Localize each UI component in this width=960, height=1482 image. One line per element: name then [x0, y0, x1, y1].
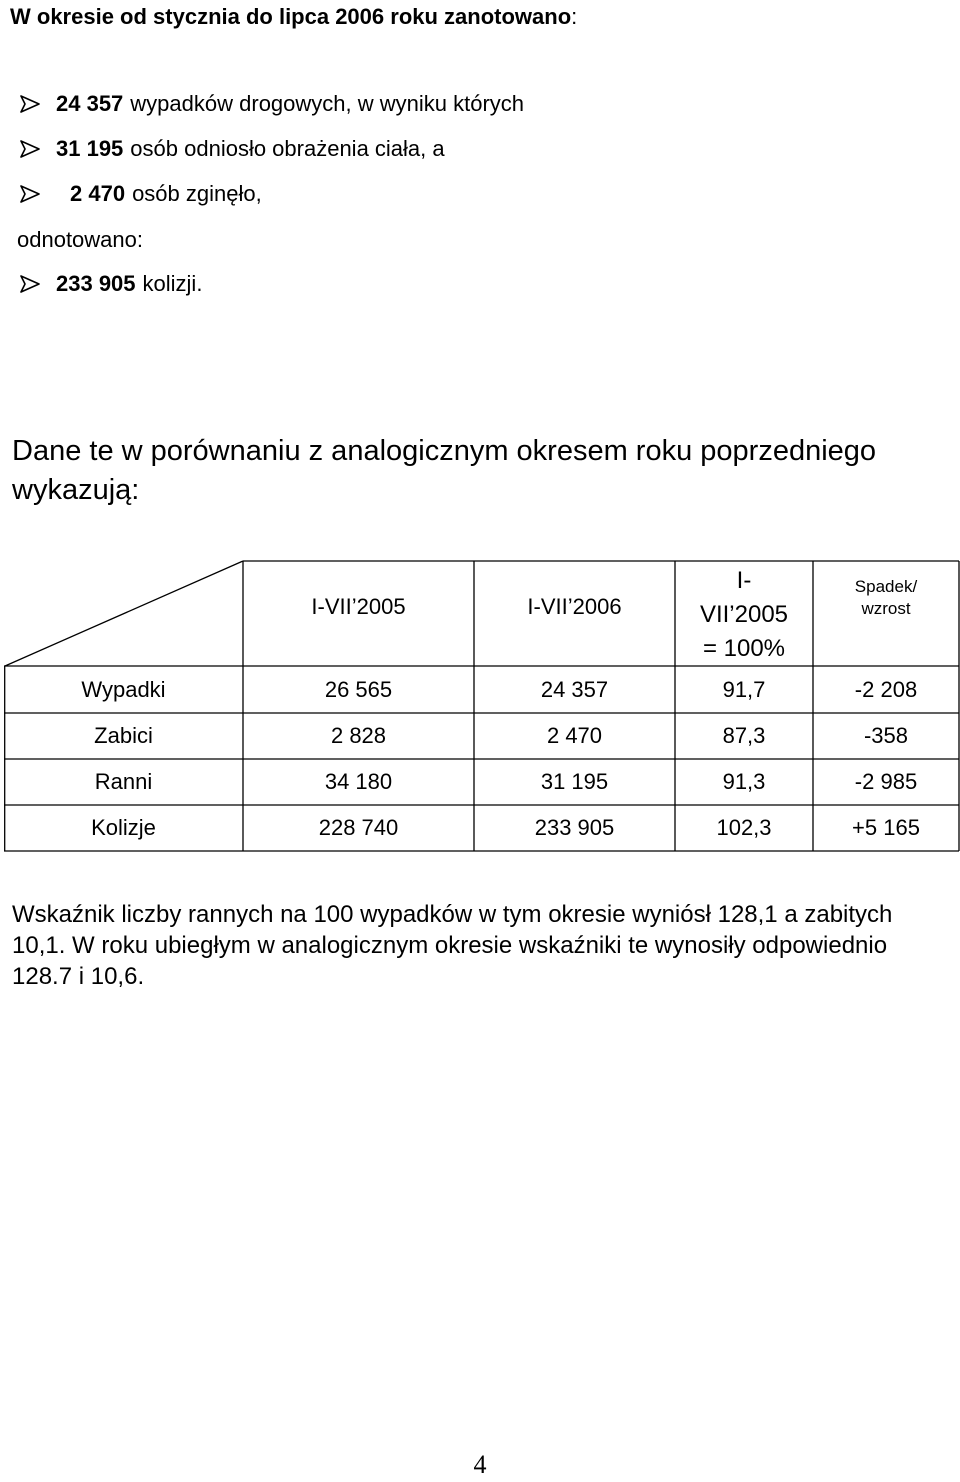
intro-heading	[10, 2, 577, 32]
cell-2005: 26 565	[324, 676, 393, 702]
indicator-paragraph: Wskaźnik liczby rannych na 100 wypadków w tym okresie wyniósł 128,1 a zabitych 10,1. W roku ubiegłym w analogicznym okresie wskaźniki te wynosiły odpowiednio 128.7 i 10,6.	[12, 901, 893, 990]
row-label: Ranni	[94, 769, 153, 794]
header-2005: I-VII’2005	[311, 594, 406, 619]
cell-percent: 91,7	[722, 676, 766, 702]
header-change-line2: wzrost	[861, 599, 911, 618]
cell-percent: 102,3	[716, 815, 772, 840]
header-percent-line2: VII’2005	[699, 601, 789, 628]
bullet-text: osób zginęło,	[132, 181, 262, 206]
bullet-number: 31 195	[56, 136, 124, 161]
cell-change: -358	[863, 723, 909, 748]
bullet-text: kolizji.	[142, 271, 203, 296]
cell-2006: 2 470	[546, 723, 603, 748]
cell-percent: 91,3	[722, 769, 766, 794]
cell-2006: 24 357	[540, 676, 609, 702]
cell-2006: 31 195	[540, 769, 609, 794]
odnotowano-label: odnotowano:	[17, 227, 143, 252]
bullet-item-accidents	[20, 89, 524, 119]
bullet-item-injured	[20, 134, 445, 164]
intro-heading-colon: :	[571, 4, 578, 29]
header-change	[813, 572, 959, 624]
cell-2005: 2 828	[330, 723, 387, 748]
comparison-paragraph: Dane te w porównaniu z analogicznym okresem roku poprzedniego wykazują:	[12, 435, 877, 506]
header-change-line1: Spadek/	[854, 577, 918, 596]
bullet-number: 2 470	[70, 181, 126, 206]
cell-change: -2 208	[854, 676, 918, 702]
header-2006: I-VII’2006	[527, 594, 622, 619]
bullet-item-killed	[20, 179, 262, 209]
cell-2005: 228 740	[318, 815, 399, 840]
header-percent-line1: I-	[736, 567, 752, 594]
header-percent-line3: = 100%	[702, 635, 786, 662]
bullet-number: 233 905	[56, 271, 136, 296]
cell-change: -2 985	[854, 769, 918, 794]
row-label: Wypadki	[81, 676, 166, 702]
arrowhead-bullet-icon	[20, 140, 40, 158]
row-label: Zabici	[94, 723, 153, 748]
header-percent	[675, 562, 813, 668]
row-label: Kolizje	[91, 815, 156, 840]
arrowhead-bullet-icon	[20, 95, 40, 113]
cell-change: +5 165	[852, 815, 920, 840]
bullet-number: 24 357	[56, 91, 124, 116]
arrowhead-bullet-icon	[20, 275, 40, 293]
cell-percent: 87,3	[722, 723, 766, 748]
bullet-item-collisions	[20, 269, 202, 299]
page-number: 4	[473, 1450, 487, 1479]
bullet-text: wypadków drogowych, w wyniku których	[130, 91, 525, 116]
cell-2006: 233 905	[534, 815, 615, 840]
cell-2005: 34 180	[324, 769, 393, 794]
arrowhead-bullet-icon	[20, 185, 40, 203]
intro-heading-bold: W okresie od stycznia do lipca 2006 roku zanotowano	[10, 4, 572, 29]
statistics-table	[4, 560, 960, 852]
bullet-text: osób odniosło obrażenia ciała, a	[130, 136, 445, 161]
